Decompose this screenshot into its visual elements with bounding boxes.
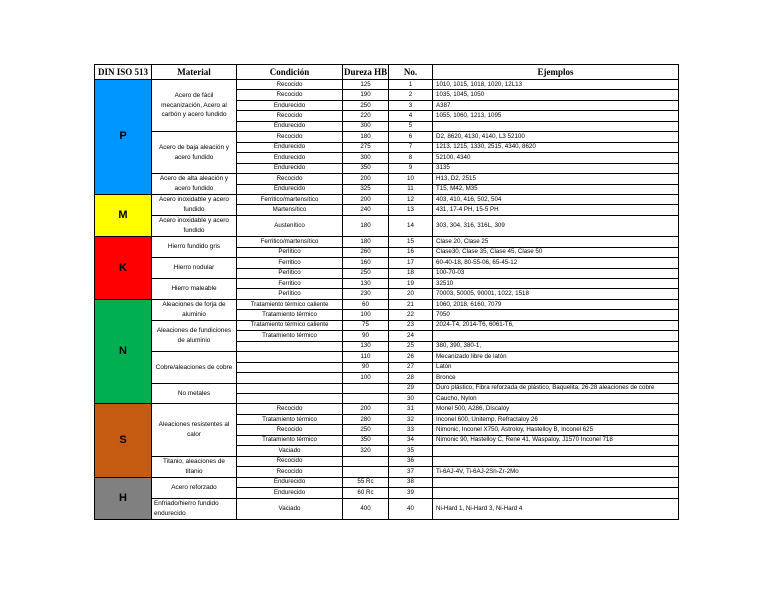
hardness-cell: 130 (343, 279, 389, 289)
condition-cell: Recocido (237, 404, 343, 414)
condition-cell: Recocido (237, 456, 343, 466)
condition-cell: Recocido (237, 80, 343, 90)
number-cell: 8 (389, 153, 433, 163)
number-cell: 21 (389, 299, 433, 309)
number-cell: 2 (389, 90, 433, 100)
number-cell: 19 (389, 279, 433, 289)
examples-cell: 3135 (433, 163, 679, 173)
header-condicion: Condición (237, 65, 343, 80)
table-row (95, 132, 679, 142)
header-row (95, 65, 679, 80)
table-row (95, 352, 679, 362)
condition-cell (237, 352, 343, 362)
hardness-cell: 400 (343, 498, 389, 519)
hardness-cell: 180 (343, 132, 389, 142)
number-cell: 17 (389, 258, 433, 268)
header-din-iso: DIN ISO 513 (95, 65, 152, 80)
number-cell: 39 (389, 488, 433, 498)
table-row (95, 194, 679, 204)
iso-group-code: M (95, 194, 152, 236)
iso-group-code: K (95, 237, 152, 300)
hardness-cell: 230 (343, 289, 389, 299)
hardness-cell: 250 (343, 100, 389, 110)
examples-cell (433, 121, 679, 131)
number-cell: 32 (389, 414, 433, 424)
examples-cell: 2024-T4, 2014-T6, 6061-T6, (433, 320, 679, 330)
examples-cell: 32510 (433, 279, 679, 289)
material-table (94, 64, 679, 520)
examples-cell (433, 488, 679, 498)
examples-cell: 52100, 4340 (433, 153, 679, 163)
material-name: Aleaciones de forja de aluminio (152, 299, 237, 320)
hardness-cell: 200 (343, 194, 389, 204)
table-row (95, 498, 679, 519)
material-name: Acero de fácil mecanización, Acero al carbón y acero fundido (152, 80, 237, 132)
table-row (95, 258, 679, 268)
condition-cell: Perlítico (237, 247, 343, 257)
hardness-cell (343, 467, 389, 477)
examples-cell (433, 331, 679, 341)
examples-cell: Ti-6AJ-4V, Ti-6AJ-2Sn-Zr-2Mo (433, 467, 679, 477)
number-cell: 6 (389, 132, 433, 142)
iso-group-code: H (95, 477, 152, 519)
condition-cell: Recocido (237, 425, 343, 435)
examples-cell: 1035, 1045, 1050 (433, 90, 679, 100)
material-name: Enfriado/hierro fundido endurecido (152, 498, 237, 519)
material-name: Hierro nodular (152, 258, 237, 279)
hardness-cell: 55 Rc (343, 477, 389, 487)
examples-cell: 1060, 2018, 6160, 7079 (433, 299, 679, 309)
examples-cell: Nimonic, Inconel X750, Astroloy, Hastelloy B, Inconel 625 (433, 425, 679, 435)
table-row (95, 477, 679, 487)
examples-cell: H13, D2, 2515 (433, 174, 679, 184)
condition-cell: Tratamiento térmico (237, 435, 343, 445)
table-row (95, 320, 679, 330)
condition-cell: Recocido (237, 111, 343, 121)
table-row (95, 215, 679, 236)
condition-cell: Endurecido (237, 184, 343, 194)
hardness-cell: 180 (343, 237, 389, 247)
number-cell: 36 (389, 456, 433, 466)
table-row (95, 456, 679, 466)
table-row (95, 279, 679, 289)
hardness-cell: 130 (343, 341, 389, 351)
hardness-cell: 60 (343, 299, 389, 309)
number-cell: 24 (389, 331, 433, 341)
number-cell: 31 (389, 404, 433, 414)
material-name: Acero inoxidable y acero fundido (152, 194, 237, 215)
condition-cell: Perlítico (237, 289, 343, 299)
examples-cell: 303, 304, 316, 316L, 309 (433, 215, 679, 236)
number-cell: 5 (389, 121, 433, 131)
examples-cell: Clase 20, Clase 25 (433, 237, 679, 247)
number-cell: 30 (389, 394, 433, 404)
hardness-cell: 100 (343, 373, 389, 383)
condition-cell: Tratamiento térmico caliente (237, 299, 343, 309)
condition-cell: Ferritico/martensítico (237, 237, 343, 247)
condition-cell: Tratamiento térmico (237, 331, 343, 341)
condition-cell: Martensítico (237, 205, 343, 215)
condition-cell (237, 362, 343, 372)
material-name: Acero de baja aleación y acero fundido (152, 132, 237, 174)
condition-cell: Ferritico/martensítico (237, 194, 343, 204)
examples-cell: 60-40-18, 80-55-06, 65-45-12 (433, 258, 679, 268)
material-name: Hierro maleable (152, 279, 237, 300)
material-name: Hierro fundido gris (152, 237, 237, 258)
hardness-cell: 250 (343, 268, 389, 278)
examples-cell: 1010, 1015, 1018, 1020, 12L13 (433, 80, 679, 90)
examples-cell: A387 (433, 100, 679, 110)
material-name: Cobre/aleaciones de cobre (152, 352, 237, 383)
material-name: Acero de alta aleación y acero fundido (152, 174, 237, 195)
examples-cell: 7050 (433, 310, 679, 320)
number-cell: 33 (389, 425, 433, 435)
hardness-cell (343, 456, 389, 466)
hardness-cell: 220 (343, 111, 389, 121)
number-cell: 23 (389, 320, 433, 330)
hardness-cell: 180 (343, 215, 389, 236)
examples-cell: 431, 17-4 PH, 15-5 PH (433, 205, 679, 215)
iso-group-code: P (95, 80, 152, 195)
number-cell: 38 (389, 477, 433, 487)
number-cell: 1 (389, 80, 433, 90)
number-cell: 14 (389, 215, 433, 236)
examples-cell (433, 477, 679, 487)
examples-cell (433, 446, 679, 456)
examples-cell: Latón (433, 362, 679, 372)
examples-cell: Duro plástico, Fibra reforzada de plástico, Baquelita, 26-28 aleaciones de cobre (433, 383, 679, 393)
number-cell: 29 (389, 383, 433, 393)
condition-cell: Austenítico (237, 215, 343, 236)
hardness-cell: 240 (343, 205, 389, 215)
condition-cell: Endurecido (237, 163, 343, 173)
number-cell: 37 (389, 467, 433, 477)
hardness-cell (343, 383, 389, 393)
condition-cell (237, 383, 343, 393)
condition-cell: Endurecido (237, 153, 343, 163)
hardness-cell: 90 (343, 362, 389, 372)
hardness-cell: 125 (343, 80, 389, 90)
condition-cell: Tratamiento térmico (237, 310, 343, 320)
hardness-cell: 300 (343, 121, 389, 131)
material-name: Titanio, aleaciones de titanio (152, 456, 237, 477)
header-no: No. (389, 65, 433, 80)
material-name: No metales (152, 383, 237, 404)
examples-cell: 1213, 1215, 1330, 2515, 4340, 8620 (433, 142, 679, 152)
condition-cell: Recocido (237, 132, 343, 142)
condition-cell: Perlítico (237, 268, 343, 278)
condition-cell: Recocido (237, 174, 343, 184)
hardness-cell: 200 (343, 174, 389, 184)
condition-cell: Endurecido (237, 488, 343, 498)
condition-cell: Ferritico (237, 279, 343, 289)
material-name: Aleaciones resistentes al calor (152, 404, 237, 456)
examples-cell: 380, 390, 380-1, (433, 341, 679, 351)
number-cell: 20 (389, 289, 433, 299)
condition-cell: Endurecido (237, 477, 343, 487)
condition-cell: Endurecido (237, 142, 343, 152)
hardness-cell: 280 (343, 414, 389, 424)
header-dureza: Dureza HB (343, 65, 389, 80)
hardness-cell: 190 (343, 90, 389, 100)
hardness-cell: 350 (343, 163, 389, 173)
examples-cell: 403, 410, 416, 502, 504 (433, 194, 679, 204)
number-cell: 22 (389, 310, 433, 320)
number-cell: 35 (389, 446, 433, 456)
table-row (95, 80, 679, 90)
table-row (95, 299, 679, 309)
hardness-cell: 110 (343, 352, 389, 362)
examples-cell: 100-70-03 (433, 268, 679, 278)
condition-cell: Recocido (237, 90, 343, 100)
examples-cell: Bronce (433, 373, 679, 383)
examples-cell (433, 456, 679, 466)
hardness-cell: 325 (343, 184, 389, 194)
hardness-cell: 250 (343, 425, 389, 435)
condition-cell (237, 394, 343, 404)
header-ejemplos: Ejemplos (433, 65, 679, 80)
hardness-cell: 90 (343, 331, 389, 341)
examples-cell: 1055, 1060, 1213, 1095 (433, 111, 679, 121)
header-material: Material (152, 65, 237, 80)
examples-cell: Monel 500, A286, Discaloy (433, 404, 679, 414)
examples-cell: D2, 8620, 4130, 4140, L3 52100 (433, 132, 679, 142)
number-cell: 4 (389, 111, 433, 121)
hardness-cell: 60 Rc (343, 488, 389, 498)
number-cell: 26 (389, 352, 433, 362)
condition-cell: Tratamiento térmico (237, 414, 343, 424)
hardness-cell: 160 (343, 258, 389, 268)
number-cell: 40 (389, 498, 433, 519)
material-name: Aleaciones de fundiciones de aluminio (152, 320, 237, 351)
number-cell: 12 (389, 194, 433, 204)
number-cell: 28 (389, 373, 433, 383)
hardness-cell: 320 (343, 446, 389, 456)
condition-cell: Recocido (237, 467, 343, 477)
number-cell: 7 (389, 142, 433, 152)
number-cell: 3 (389, 100, 433, 110)
condition-cell: Endurecido (237, 121, 343, 131)
number-cell: 13 (389, 205, 433, 215)
condition-cell: Vaciado (237, 446, 343, 456)
hardness-cell: 100 (343, 310, 389, 320)
number-cell: 11 (389, 184, 433, 194)
number-cell: 25 (389, 341, 433, 351)
number-cell: 34 (389, 435, 433, 445)
examples-cell: Inconel 600, Unitemp, Refractaloy 26 (433, 414, 679, 424)
examples-cell: Clase30, Clase 35, Clase 45, Clase 50 (433, 247, 679, 257)
number-cell: 27 (389, 362, 433, 372)
hardness-cell: 75 (343, 320, 389, 330)
condition-cell: Endurecido (237, 100, 343, 110)
examples-cell: Nimonic 90, Hastelloy C, Rene 41, Waspaloy, J1570 Inconel 718 (433, 435, 679, 445)
hardness-cell: 260 (343, 247, 389, 257)
number-cell: 18 (389, 268, 433, 278)
hardness-cell: 200 (343, 404, 389, 414)
hardness-cell: 300 (343, 153, 389, 163)
iso-group-code: S (95, 404, 152, 477)
condition-cell: Vaciado (237, 498, 343, 519)
iso-group-code: N (95, 299, 152, 404)
examples-cell: Mecanizado libre de latón (433, 352, 679, 362)
examples-cell: Caucho, Nylon (433, 394, 679, 404)
examples-cell: Ni-Hard 1, Ni-Hard 3, Ni-Hard 4 (433, 498, 679, 519)
condition-cell: Ferritico (237, 258, 343, 268)
number-cell: 9 (389, 163, 433, 173)
table-row (95, 237, 679, 247)
hardness-cell: 350 (343, 435, 389, 445)
examples-cell: T15, M42, M35 (433, 184, 679, 194)
number-cell: 15 (389, 237, 433, 247)
table-row (95, 404, 679, 414)
hardness-cell (343, 394, 389, 404)
condition-cell: Tratamiento térmico caliente (237, 320, 343, 330)
table-row (95, 383, 679, 393)
examples-cell: 70003, 50005, 90001, 1022, 1518 (433, 289, 679, 299)
condition-cell (237, 341, 343, 351)
material-name: Acero reforzado (152, 477, 237, 498)
hardness-cell: 275 (343, 142, 389, 152)
number-cell: 10 (389, 174, 433, 184)
table-row (95, 174, 679, 184)
number-cell: 16 (389, 247, 433, 257)
material-name: Acero inoxidable y acero fundido (152, 215, 237, 236)
condition-cell (237, 373, 343, 383)
